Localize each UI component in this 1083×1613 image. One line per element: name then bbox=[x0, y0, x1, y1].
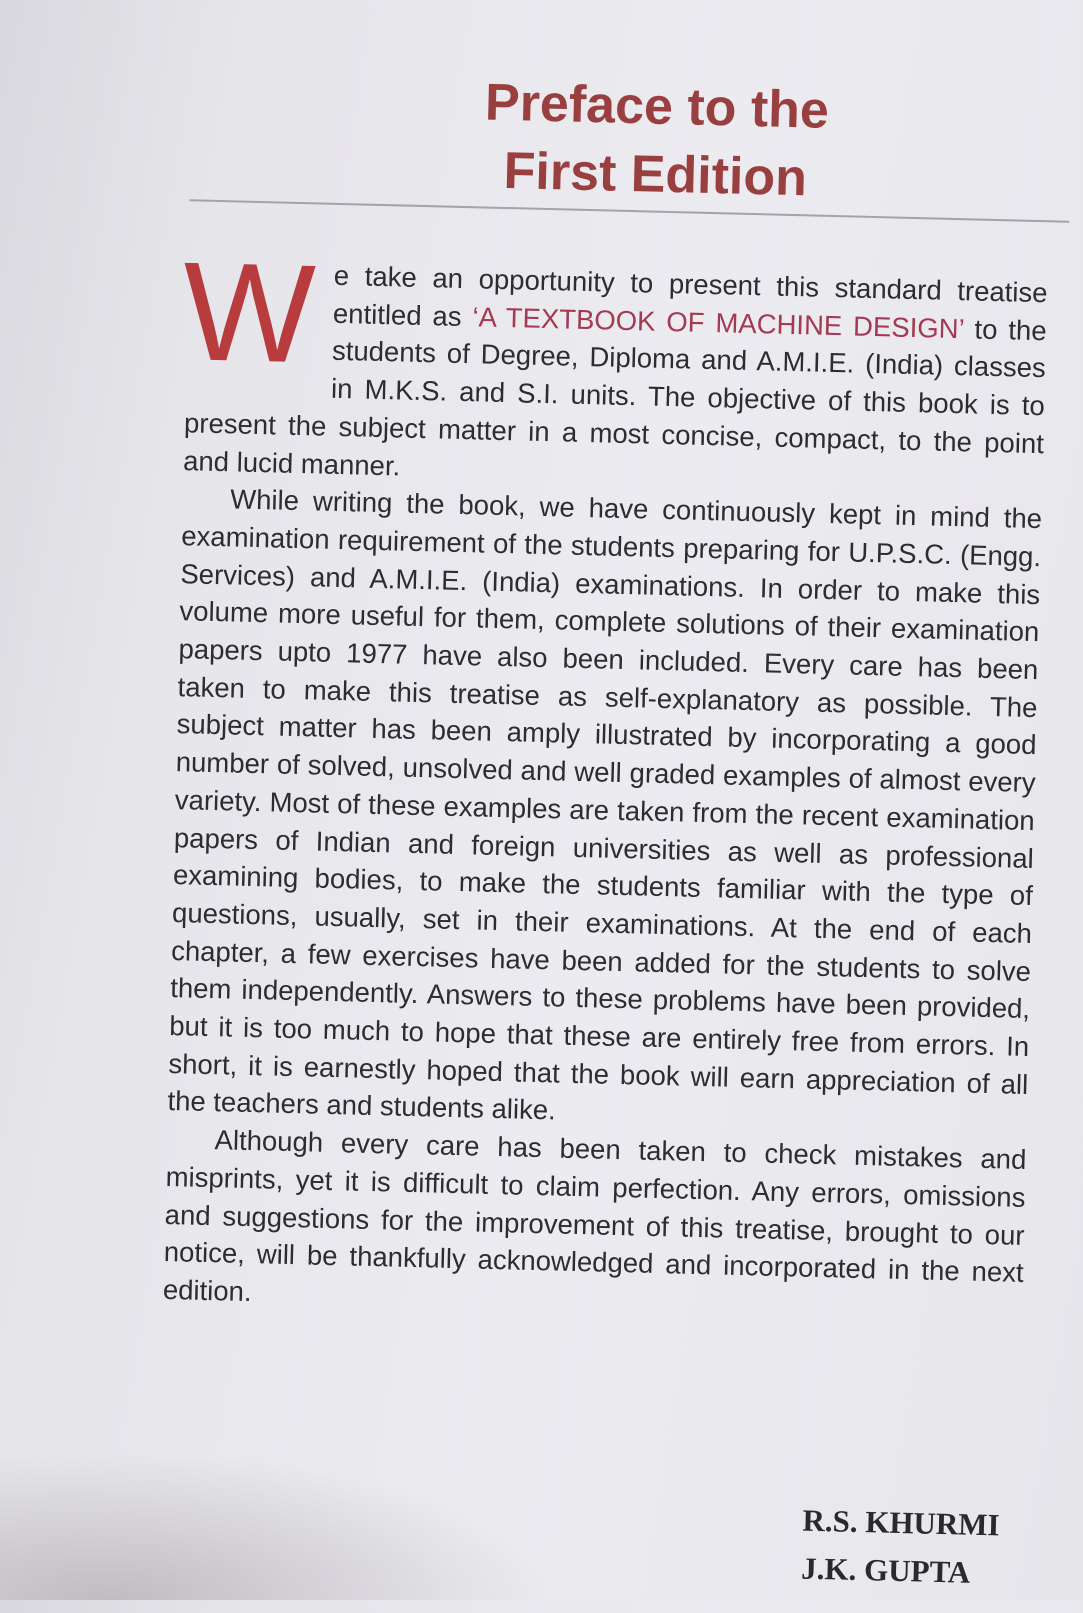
paragraph-1-text-start: e take an opportunity to present this standard treatise entitled as bbox=[332, 259, 1048, 332]
page-title bbox=[345, 65, 968, 216]
author-name-1: R.S. KHURMI bbox=[802, 1502, 1001, 1543]
paragraph-2: While writing the book, we have continuously kept in mind the examination requirement of the students preparing for U.P.S.C. (Engg. Services) and A.M.I.E. (India) examinations. In order to make this volume more useful for them, complete solutions of their examination papers upto 1977 have also been included. Every care has been taken to make this treatise as self-explanatory as possible. The subject matter has been amply illustrated by incorporating a good number of solved, unsolved and well graded examples of almost every variety. Most of these examples are taken from the recent examination papers of Indian and foreign universities as well as professional examining bodies, to make the students familiar with the type of questions, usually, set in their examinations. At the end of each chapter, a few exercises have been added for the students to solve them independently. Answers to these problems have been provided, but it is too much to hope that these are entirely free from errors. In short, it is earnestly hoped that the book will earn appreciation of all the teachers and students alike. bbox=[167, 483, 1043, 1126]
hand-shadow bbox=[0, 1450, 560, 1600]
paragraph-3: Although every care has been taken to check mistakes and misprints, yet it is difficult to claim perfection. Any errors, omissions and suggestions for the improvement of this treatise, brought to our notice, will be thankfully acknowledged and incorporated in the next edition. bbox=[162, 1124, 1027, 1308]
author-signature bbox=[801, 1497, 1000, 1598]
book-title: ‘A TEXTBOOK OF MACHINE DESIGN’ bbox=[472, 300, 965, 344]
page-title-line-1: Preface to the bbox=[484, 73, 830, 140]
author-name-2: J.K. GUPTA bbox=[800, 1550, 971, 1590]
preface-body bbox=[162, 232, 1048, 1329]
paragraph-1 bbox=[180, 232, 1048, 500]
paragraph-1-text-end: to the students of Degree, Diploma and A.M.I.E. (India) classes in M.K.S. and S.I. units. The objective of this book is to present the subject matter in a most concise, compact, to the point and lucid manner. bbox=[182, 312, 1047, 481]
page-title-line-2: First Edition bbox=[502, 141, 808, 208]
drop-cap: W bbox=[180, 232, 317, 393]
